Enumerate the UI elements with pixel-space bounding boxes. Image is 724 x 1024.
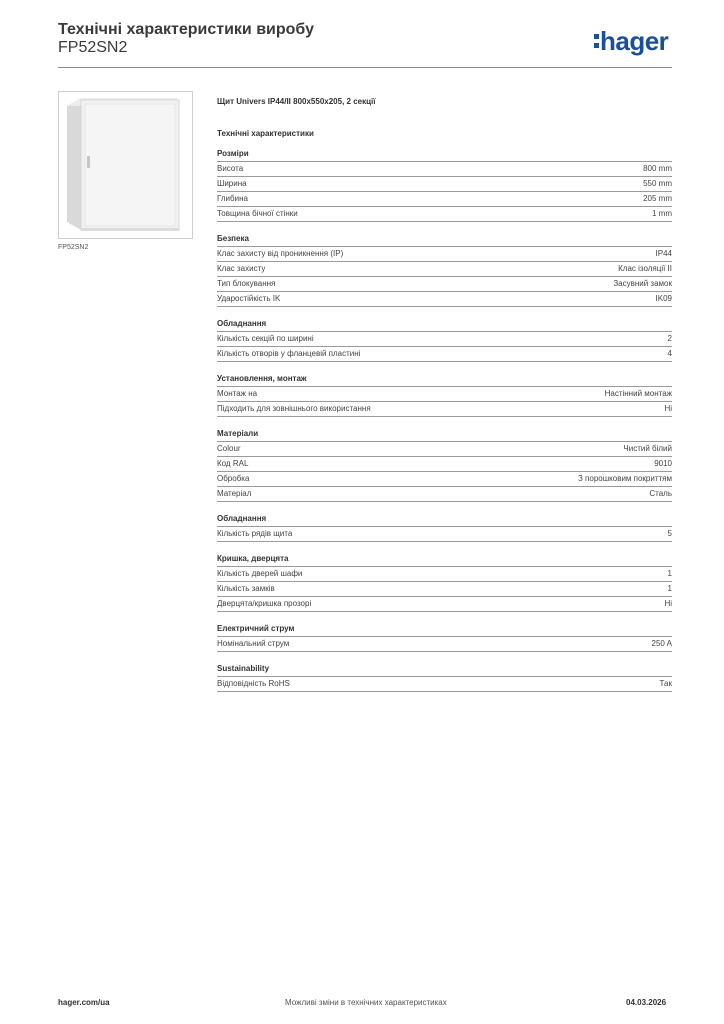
spec-row (217, 347, 672, 362)
spec-label: Номінальний струм (217, 639, 290, 648)
header-divider (58, 67, 672, 68)
spec-value: IP44 (655, 249, 672, 258)
spec-label: Клас захисту (217, 264, 266, 273)
spec-group-title: Обладнання (217, 317, 672, 332)
spec-value: IK09 (655, 294, 672, 303)
hager-logo (594, 28, 668, 54)
spec-group-title: Обладнання (217, 512, 672, 527)
spec-label: Дверцята/кришка прозорі (217, 599, 312, 608)
spec-group-title: Sustainability (217, 662, 672, 677)
spec-group (217, 427, 672, 502)
spec-label: Глибина (217, 194, 248, 203)
spec-label: Підходить для зовнішнього використання (217, 404, 371, 413)
spec-value: 250 A (651, 639, 672, 648)
spec-group (217, 372, 672, 417)
spec-row (217, 192, 672, 207)
spec-value: З порошковим покриттям (578, 474, 672, 483)
spec-row (217, 527, 672, 542)
spec-value: 1 mm (652, 209, 672, 218)
spec-row (217, 247, 672, 262)
spec-row (217, 402, 672, 417)
spec-label: Кількість рядів щита (217, 529, 293, 538)
spec-value: 5 (667, 529, 672, 538)
spec-value: 800 mm (643, 164, 672, 173)
spec-row (217, 207, 672, 222)
image-caption: FP52SN2 (58, 244, 89, 251)
spec-group (217, 232, 672, 307)
spec-value: Засувний замок (613, 279, 672, 288)
spec-value: 1 (667, 569, 672, 578)
spec-row (217, 177, 672, 192)
spec-label: Ширина (217, 179, 247, 188)
spec-label: Обробка (217, 474, 250, 483)
footer-website: hager.com/ua (58, 998, 110, 1007)
spec-group-title: Установлення, монтаж (217, 372, 672, 387)
spec-group-title: Електричний струм (217, 622, 672, 637)
product-code: FP52SN2 (58, 39, 128, 56)
spec-label: Відповідність RoHS (217, 679, 290, 688)
spec-row (217, 487, 672, 502)
product-name: Щит Univers IP44/II 800x550x205, 2 секції (217, 97, 376, 106)
spec-row (217, 567, 672, 582)
specifications-panel (217, 95, 672, 692)
spec-group (217, 622, 672, 652)
spec-row (217, 162, 672, 177)
spec-label: Colour (217, 444, 241, 453)
spec-label: Товщина бічної стінки (217, 209, 298, 218)
spec-row (217, 277, 672, 292)
page-title: Технічні характеристики виробу (58, 21, 314, 38)
spec-label: Тип блокування (217, 279, 276, 288)
spec-group (217, 147, 672, 222)
spec-row (217, 677, 672, 692)
spec-label: Монтаж на (217, 389, 258, 398)
footer-note: Можливі зміни в технічних характеристиках (285, 998, 447, 1007)
spec-group-title: Кришка, дверцята (217, 552, 672, 567)
specs-heading: Технічні характеристики (217, 129, 314, 138)
spec-value: 1 (667, 584, 672, 593)
spec-label: Матеріал (217, 489, 252, 498)
spec-group (217, 512, 672, 542)
spec-label: Кількість дверей шафи (217, 569, 303, 578)
spec-group-title: Розміри (217, 147, 672, 162)
spec-group-title: Безпека (217, 232, 672, 247)
footer-date: 04.03.2026 (626, 998, 667, 1007)
spec-label: Кількість замків (217, 584, 275, 593)
spec-value: Чистий білий (623, 444, 672, 453)
spec-value: 4 (667, 349, 672, 358)
spec-value: 205 mm (643, 194, 672, 203)
spec-row (217, 292, 672, 307)
spec-row (217, 637, 672, 652)
spec-value: Сталь (649, 489, 672, 498)
spec-row (217, 597, 672, 612)
spec-value: 2 (667, 334, 672, 343)
spec-label: Кількість отворів у фланцевій пластині (217, 349, 361, 358)
spec-group (217, 552, 672, 612)
spec-label: Кількість секцій по ширині (217, 334, 314, 343)
spec-group-title: Матеріали (217, 427, 672, 442)
spec-label: Висота (217, 164, 244, 173)
spec-value: Ні (664, 599, 672, 608)
spec-value: Настінний монтаж (604, 389, 672, 398)
spec-row (217, 472, 672, 487)
electrical-cabinet-image (58, 91, 193, 239)
logo-dots-icon (594, 34, 599, 52)
spec-row (217, 582, 672, 597)
spec-row (217, 332, 672, 347)
spec-row (217, 442, 672, 457)
spec-groups (217, 147, 672, 692)
spec-value: Клас ізоляції II (618, 264, 672, 273)
spec-value: Ні (664, 404, 672, 413)
spec-group (217, 317, 672, 362)
spec-value: 9010 (654, 459, 672, 468)
logo-text: hager (600, 26, 669, 56)
spec-row (217, 387, 672, 402)
spec-row (217, 262, 672, 277)
spec-value: Так (659, 679, 672, 688)
spec-value: 550 mm (643, 179, 672, 188)
spec-label: Клас захисту від проникнення (IP) (217, 249, 344, 258)
spec-group (217, 662, 672, 692)
spec-label: Код RAL (217, 459, 249, 468)
spec-label: Ударостійкість IK (217, 294, 281, 303)
spec-row (217, 457, 672, 472)
